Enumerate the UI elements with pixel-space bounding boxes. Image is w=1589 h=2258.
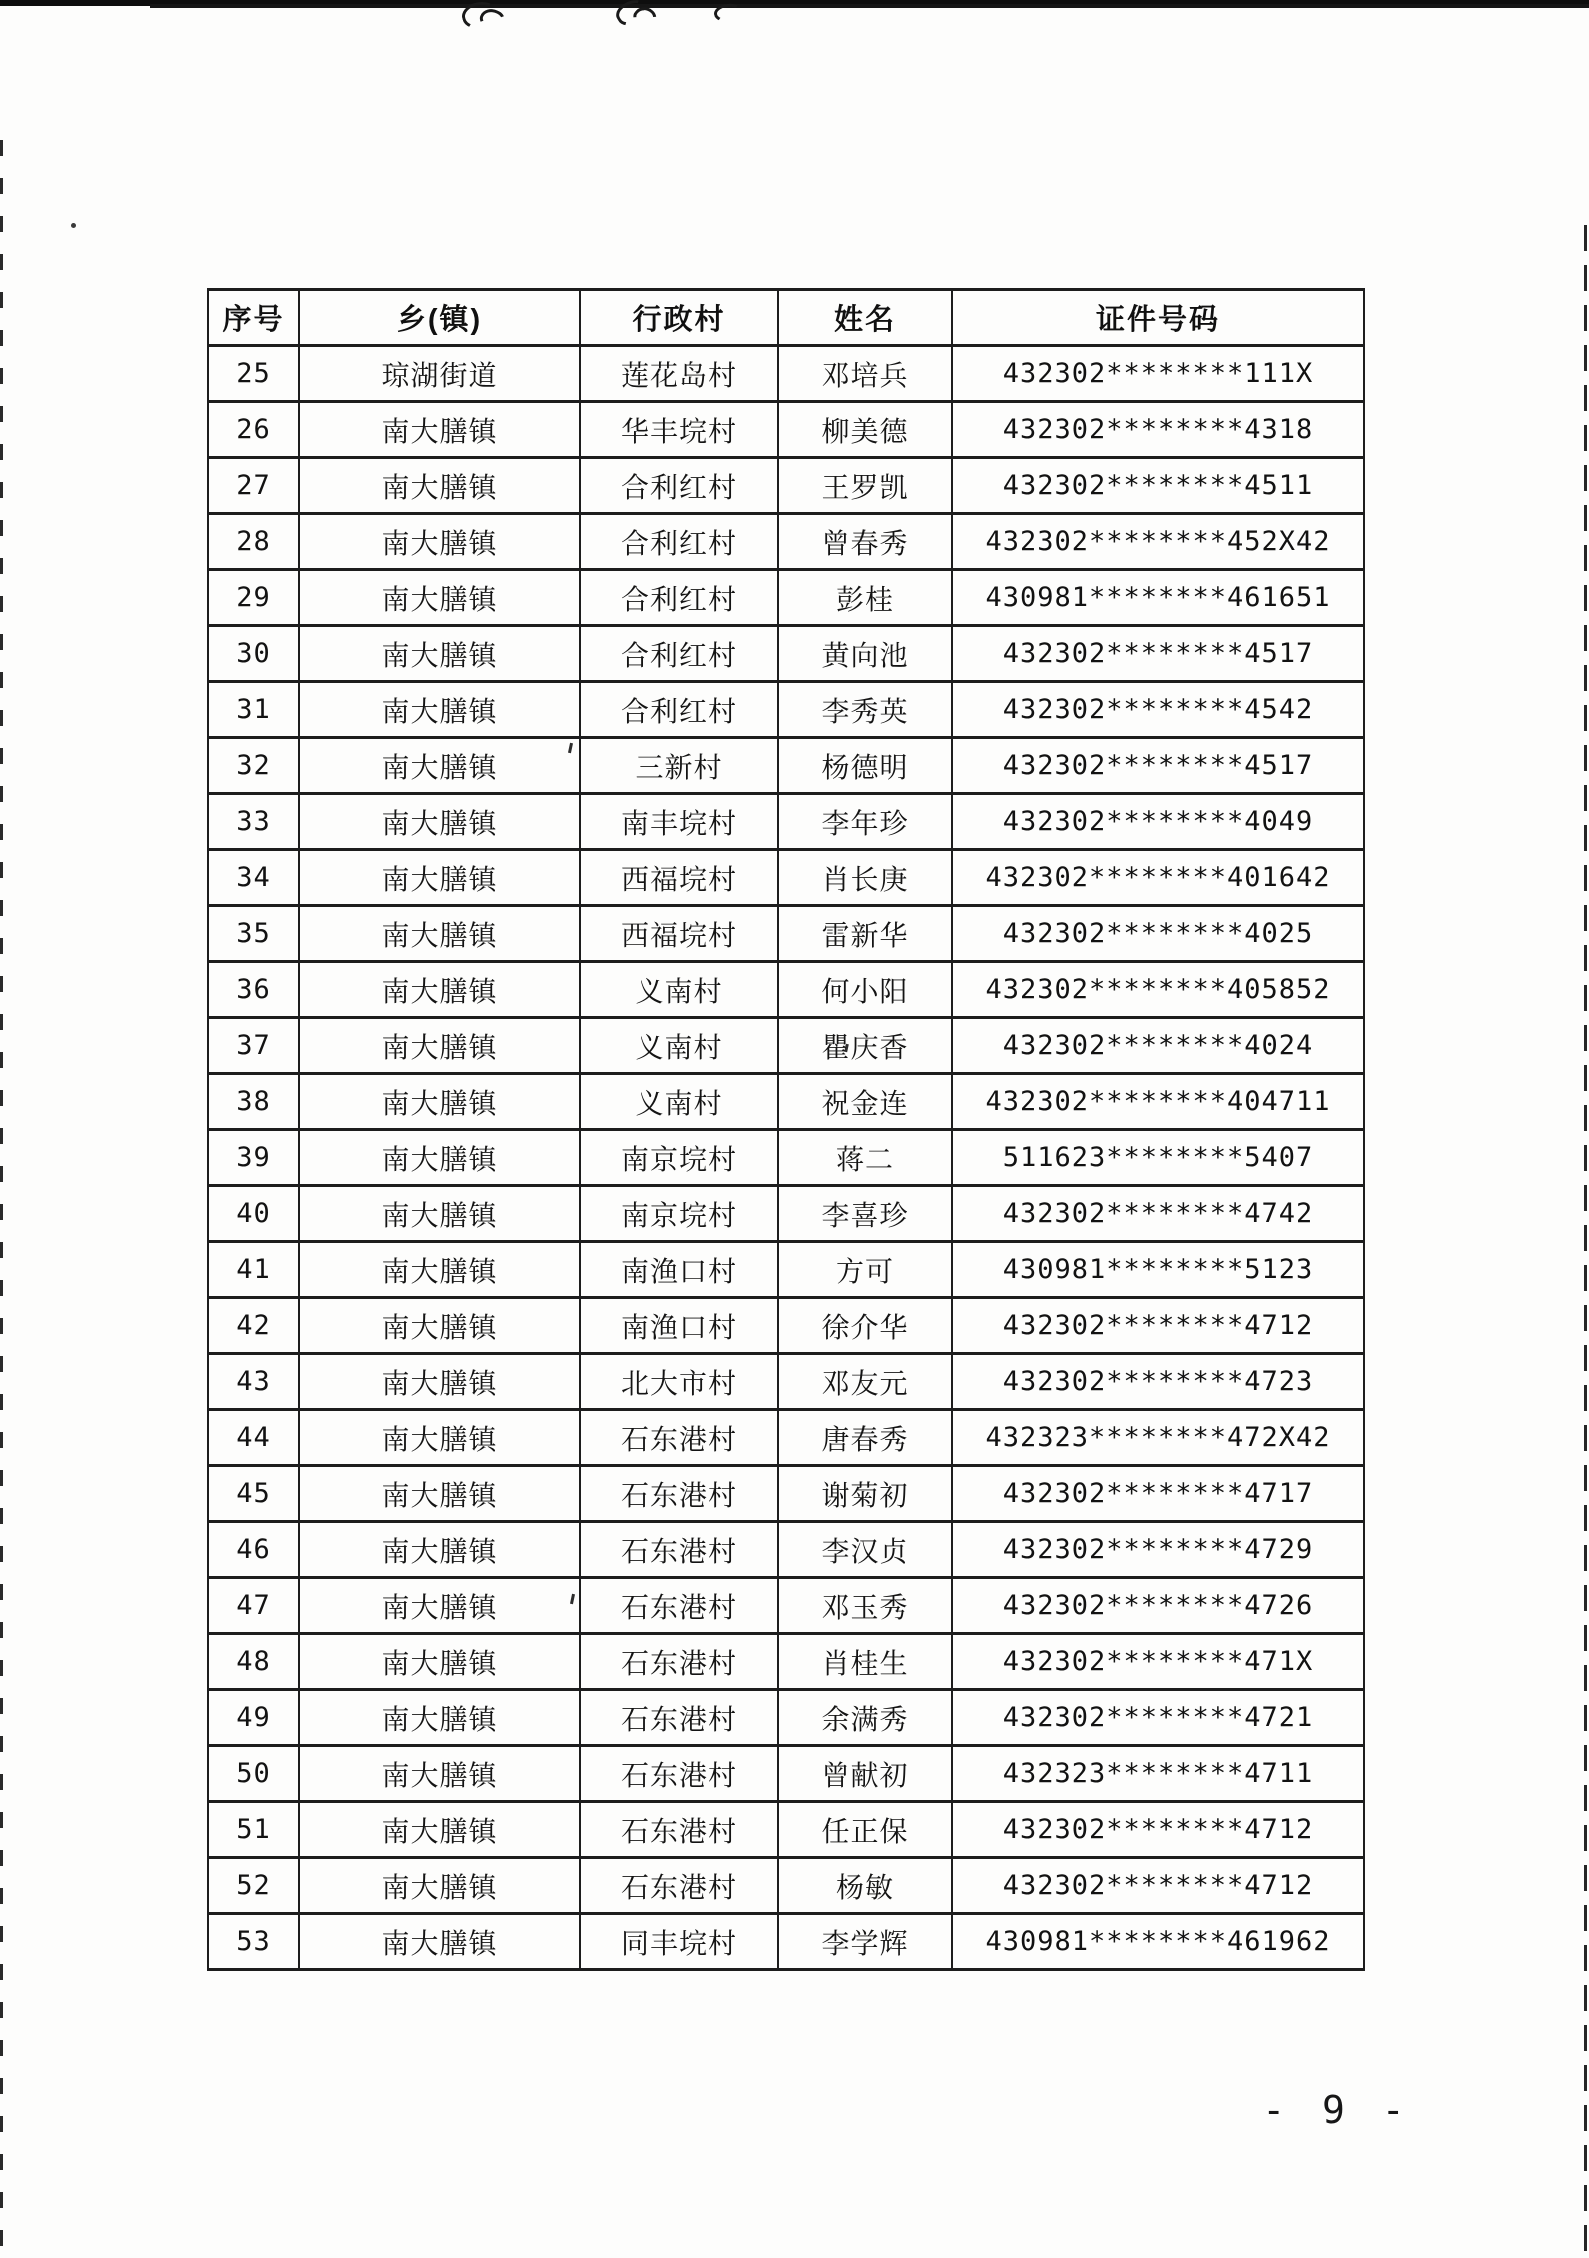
table-row xyxy=(208,570,1364,626)
cell-seq: 48 xyxy=(208,1634,299,1690)
cell-township: 南大膳镇 xyxy=(299,1298,580,1354)
cell-village: 西福垸村 xyxy=(580,906,778,962)
cell-id-number: 432302********4712 xyxy=(952,1802,1364,1858)
cell-township: 南大膳镇 xyxy=(299,906,580,962)
cell-person-name: 杨德明 xyxy=(778,738,952,794)
cell-village: 石东港村 xyxy=(580,1802,778,1858)
cell-seq: 42 xyxy=(208,1298,299,1354)
cell-seq: 52 xyxy=(208,1858,299,1914)
cell-seq: 51 xyxy=(208,1802,299,1858)
cell-id-number: 430981********461962 xyxy=(952,1914,1364,1970)
cell-township: 南大膳镇 xyxy=(299,570,580,626)
cell-village: 南京垸村 xyxy=(580,1186,778,1242)
cell-person-name: 何小阳 xyxy=(778,962,952,1018)
cell-seq: 41 xyxy=(208,1242,299,1298)
cell-village: 南丰垸村 xyxy=(580,794,778,850)
cell-seq: 33 xyxy=(208,794,299,850)
cell-id-number: 430981********461651 xyxy=(952,570,1364,626)
table-row xyxy=(208,962,1364,1018)
cell-person-name: 方可 xyxy=(778,1242,952,1298)
cell-id-number: 432302********4721 xyxy=(952,1690,1364,1746)
table-row xyxy=(208,1298,1364,1354)
header-village: 行政村 xyxy=(580,290,778,346)
cell-person-name: 曾献初 xyxy=(778,1746,952,1802)
cell-village: 石东港村 xyxy=(580,1858,778,1914)
table-row xyxy=(208,1354,1364,1410)
table-row xyxy=(208,906,1364,962)
cell-id-number: 432302********4511 xyxy=(952,458,1364,514)
cell-township: 南大膳镇 xyxy=(299,1410,580,1466)
cell-township: 南大膳镇 xyxy=(299,1018,580,1074)
cell-person-name: 邓友元 xyxy=(778,1354,952,1410)
cell-person-name: 彭桂 xyxy=(778,570,952,626)
cell-person-name: 李学辉 xyxy=(778,1914,952,1970)
cell-seq: 30 xyxy=(208,626,299,682)
cell-village: 南渔口村 xyxy=(580,1242,778,1298)
cell-id-number: 432302********4517 xyxy=(952,626,1364,682)
cell-id-number: 432302********4729 xyxy=(952,1522,1364,1578)
table-row xyxy=(208,402,1364,458)
cell-township: 南大膳镇 xyxy=(299,850,580,906)
cell-township: 南大膳镇 xyxy=(299,1746,580,1802)
cell-seq: 40 xyxy=(208,1186,299,1242)
table-row xyxy=(208,1690,1364,1746)
table-row xyxy=(208,1074,1364,1130)
table-row xyxy=(208,1018,1364,1074)
cell-person-name: 蒋二 xyxy=(778,1130,952,1186)
cell-village: 石东港村 xyxy=(580,1690,778,1746)
cell-person-name: 任正保 xyxy=(778,1802,952,1858)
scan-edge-top-line-2 xyxy=(150,4,1589,8)
cell-village: 义南村 xyxy=(580,962,778,1018)
cell-seq: 38 xyxy=(208,1074,299,1130)
cell-seq: 25 xyxy=(208,346,299,402)
table-row xyxy=(208,1858,1364,1914)
cell-person-name: 祝金连 xyxy=(778,1074,952,1130)
cell-township: 南大膳镇 xyxy=(299,1634,580,1690)
cell-seq: 34 xyxy=(208,850,299,906)
cell-person-name: 肖长庚 xyxy=(778,850,952,906)
cell-seq: 27 xyxy=(208,458,299,514)
cell-id-number: 432302********4025 xyxy=(952,906,1364,962)
cell-seq: 45 xyxy=(208,1466,299,1522)
cell-id-number: 432302********4318 xyxy=(952,402,1364,458)
table-row xyxy=(208,346,1364,402)
table-row xyxy=(208,1466,1364,1522)
cell-id-number: 432302********4712 xyxy=(952,1858,1364,1914)
cell-seq: 47 xyxy=(208,1578,299,1634)
cell-id-number: 432302********111X xyxy=(952,346,1364,402)
header-township: 乡(镇) xyxy=(299,290,580,346)
cell-seq: 46 xyxy=(208,1522,299,1578)
cell-village: 合利红村 xyxy=(580,458,778,514)
ink-dot xyxy=(71,223,76,228)
cell-village: 合利红村 xyxy=(580,514,778,570)
cell-township: 南大膳镇 xyxy=(299,1130,580,1186)
cell-village: 合利红村 xyxy=(580,626,778,682)
cell-person-name: 瞿庆香 xyxy=(778,1018,952,1074)
cell-id-number: 432302********4712 xyxy=(952,1298,1364,1354)
cell-township: 南大膳镇 xyxy=(299,1466,580,1522)
cell-person-name: 余满秀 xyxy=(778,1690,952,1746)
header-id-number: 证件号码 xyxy=(952,290,1364,346)
cell-id-number: 432302********4742 xyxy=(952,1186,1364,1242)
cell-village: 合利红村 xyxy=(580,570,778,626)
cell-township: 南大膳镇 xyxy=(299,738,580,794)
cell-township: 南大膳镇 xyxy=(299,458,580,514)
cell-village: 莲花岛村 xyxy=(580,346,778,402)
cell-person-name: 雷新华 xyxy=(778,906,952,962)
cell-seq: 36 xyxy=(208,962,299,1018)
cell-seq: 50 xyxy=(208,1746,299,1802)
cell-person-name: 曾春秀 xyxy=(778,514,952,570)
cell-id-number: 432302********4542 xyxy=(952,682,1364,738)
table-row xyxy=(208,1802,1364,1858)
cell-id-number: 432302********4024 xyxy=(952,1018,1364,1074)
cell-seq: 31 xyxy=(208,682,299,738)
cell-village: 南渔口村 xyxy=(580,1298,778,1354)
table-row xyxy=(208,1914,1364,1970)
cell-id-number: 432302********405852 xyxy=(952,962,1364,1018)
cell-person-name: 李年珍 xyxy=(778,794,952,850)
cell-person-name: 徐介华 xyxy=(778,1298,952,1354)
cell-id-number: 432302********404711 xyxy=(952,1074,1364,1130)
cell-village: 石东港村 xyxy=(580,1522,778,1578)
cell-id-number: 432323********472X42 xyxy=(952,1410,1364,1466)
cell-village: 北大市村 xyxy=(580,1354,778,1410)
cell-person-name: 李汉贞 xyxy=(778,1522,952,1578)
roster-table xyxy=(207,288,1365,1971)
cell-id-number: 432302********4517 xyxy=(952,738,1364,794)
cell-township: 南大膳镇 xyxy=(299,1578,580,1634)
cell-person-name: 唐春秀 xyxy=(778,1410,952,1466)
cell-village: 石东港村 xyxy=(580,1410,778,1466)
cell-township: 南大膳镇 xyxy=(299,1690,580,1746)
cell-township: 南大膳镇 xyxy=(299,1914,580,1970)
cell-id-number: 432302********452X42 xyxy=(952,514,1364,570)
cell-id-number: 432302********471X xyxy=(952,1634,1364,1690)
cell-village: 西福垸村 xyxy=(580,850,778,906)
cell-village: 三新村 xyxy=(580,738,778,794)
cell-township: 南大膳镇 xyxy=(299,1074,580,1130)
cell-seq: 43 xyxy=(208,1354,299,1410)
cell-seq: 49 xyxy=(208,1690,299,1746)
table-row xyxy=(208,458,1364,514)
cell-seq: 39 xyxy=(208,1130,299,1186)
cell-person-name: 谢菊初 xyxy=(778,1466,952,1522)
cell-village: 石东港村 xyxy=(580,1634,778,1690)
table-row xyxy=(208,1578,1364,1634)
cell-person-name: 杨敏 xyxy=(778,1858,952,1914)
table-row xyxy=(208,794,1364,850)
cell-person-name: 李秀英 xyxy=(778,682,952,738)
cell-id-number: 432302********401642 xyxy=(952,850,1364,906)
cell-person-name: 邓培兵 xyxy=(778,346,952,402)
cell-village: 华丰垸村 xyxy=(580,402,778,458)
cell-id-number: 511623********5407 xyxy=(952,1130,1364,1186)
cell-township: 南大膳镇 xyxy=(299,1858,580,1914)
table-row xyxy=(208,1130,1364,1186)
cell-id-number: 432302********4717 xyxy=(952,1466,1364,1522)
table-row xyxy=(208,850,1364,906)
cell-township: 琼湖街道 xyxy=(299,346,580,402)
cell-township: 南大膳镇 xyxy=(299,794,580,850)
cell-id-number: 432302********4723 xyxy=(952,1354,1364,1410)
cell-seq: 32 xyxy=(208,738,299,794)
cell-seq: 28 xyxy=(208,514,299,570)
cell-id-number: 430981********5123 xyxy=(952,1242,1364,1298)
scan-edge-right-line xyxy=(1584,225,1587,2258)
cell-township: 南大膳镇 xyxy=(299,1242,580,1298)
cell-township: 南大膳镇 xyxy=(299,1522,580,1578)
table-row xyxy=(208,1634,1364,1690)
cell-township: 南大膳镇 xyxy=(299,1354,580,1410)
cell-village: 石东港村 xyxy=(580,1466,778,1522)
cell-village: 同丰垸村 xyxy=(580,1914,778,1970)
cell-village: 义南村 xyxy=(580,1074,778,1130)
cell-seq: 29 xyxy=(208,570,299,626)
cell-township: 南大膳镇 xyxy=(299,682,580,738)
table-row xyxy=(208,682,1364,738)
table-row xyxy=(208,1410,1364,1466)
cell-seq: 35 xyxy=(208,906,299,962)
roster-body xyxy=(208,346,1364,1970)
scan-edge-left-line xyxy=(0,140,3,2258)
cell-township: 南大膳镇 xyxy=(299,1802,580,1858)
table-row xyxy=(208,1522,1364,1578)
table-row xyxy=(208,1746,1364,1802)
table-row xyxy=(208,1242,1364,1298)
table-row xyxy=(208,738,1364,794)
cell-id-number: 432323********4711 xyxy=(952,1746,1364,1802)
cell-township: 南大膳镇 xyxy=(299,402,580,458)
cell-seq: 53 xyxy=(208,1914,299,1970)
table-row xyxy=(208,626,1364,682)
header-name: 姓名 xyxy=(778,290,952,346)
cell-seq: 26 xyxy=(208,402,299,458)
page-number: - 9 - xyxy=(1262,2088,1412,2132)
cell-village: 石东港村 xyxy=(580,1578,778,1634)
cell-person-name: 邓玉秀 xyxy=(778,1578,952,1634)
cell-township: 南大膳镇 xyxy=(299,962,580,1018)
cell-township: 南大膳镇 xyxy=(299,1186,580,1242)
table-row xyxy=(208,1186,1364,1242)
cell-person-name: 肖桂生 xyxy=(778,1634,952,1690)
cell-township: 南大膳镇 xyxy=(299,514,580,570)
header-seq: 序号 xyxy=(208,290,299,346)
cell-township: 南大膳镇 xyxy=(299,626,580,682)
cell-village: 义南村 xyxy=(580,1018,778,1074)
table-row xyxy=(208,514,1364,570)
cell-village: 南京垸村 xyxy=(580,1130,778,1186)
cell-seq: 44 xyxy=(208,1410,299,1466)
cell-id-number: 432302********4726 xyxy=(952,1578,1364,1634)
cell-seq: 37 xyxy=(208,1018,299,1074)
cell-person-name: 黄向池 xyxy=(778,626,952,682)
cell-person-name: 柳美德 xyxy=(778,402,952,458)
header-row xyxy=(208,290,1364,346)
cell-person-name: 王罗凯 xyxy=(778,458,952,514)
cell-id-number: 432302********4049 xyxy=(952,794,1364,850)
cell-person-name: 李喜珍 xyxy=(778,1186,952,1242)
cell-village: 石东港村 xyxy=(580,1746,778,1802)
cell-village: 合利红村 xyxy=(580,682,778,738)
